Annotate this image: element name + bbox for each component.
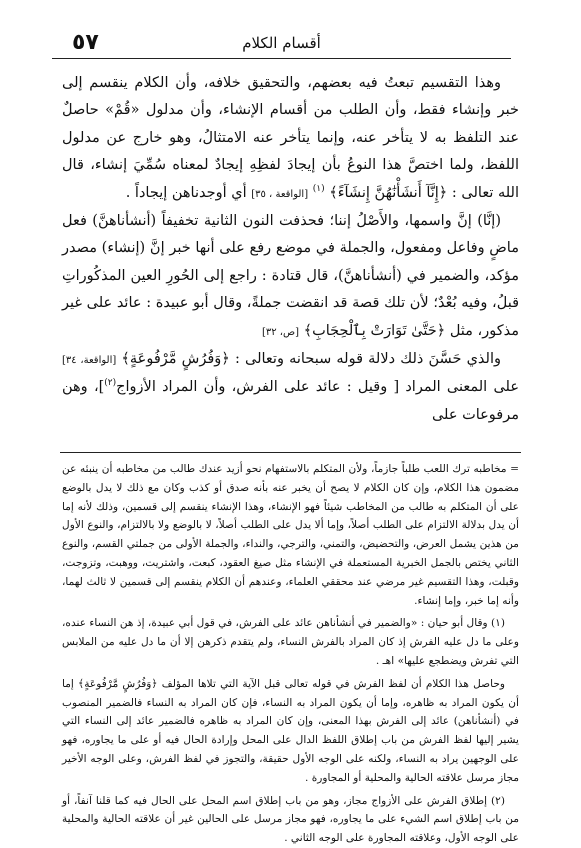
footnote-1-text-a: وحاصل هذا الكلام أن لفظ الفرش في قوله تعالى قبل الآية التي تلاها المؤلف bbox=[161, 677, 506, 690]
footnote-1-continued bbox=[62, 675, 519, 788]
quran-verse: ﴿وَفُرُشٍ مَّرْفُوعَةٍ﴾ bbox=[121, 351, 230, 368]
footnote-marker-2[interactable]: (٢) bbox=[104, 378, 117, 389]
footnote-1: (١) وقال أبو حيان : «والضمير في أنشأناهن عائد على الفرش، في قول أبي عبيدة، إذ هن النساء عنده، وعلى ما دل عليه الفرش إذ كان المراد بالفرش النساء، ولم يتقدم ذكرهن إلا أن ما دل عليه من الملابس التي تفرش ويضطجع عليها» اهـ . bbox=[62, 617, 519, 667]
quran-verse: ﴿حَتَّىٰ تَوَارَتْ بِٱلْحِجَابِ﴾ bbox=[303, 322, 446, 339]
paragraph-3-tail: ]، وهن مرفوعات على bbox=[62, 379, 519, 423]
paragraph-3-mid: على المعنى المراد [ وقيل : عائد على الفرش، وأن المراد الأزواج bbox=[116, 379, 519, 396]
paragraph-2 bbox=[62, 208, 519, 346]
paragraph-3 bbox=[62, 346, 519, 429]
footnote-continued: = مخاطبه ترك اللعب طلباً جازماً، ولأن المتكلم بالاستفهام نحو أزيد عندك طالب من مخاطبه أن ينبئه عن مضمون هذا الكلام، وإن كان الكلام لا يصح أن يخبر عنه بأنه صدق أو كذب وكان مع ذلك لا يدل بالوضع على أن المتكلم به طالب من المخاطب شيئاً فهو الإنشاء، وهذا الإنشاء ينقسم إلى قسمين، وذلك لأنه إما أن يدل بدلالة الالتزام على الطلب أصلاً، وإما ألا يدل على الطلب أصلاً، لا بالوضع ولا بالالتزام، والنوع الأول من هذين يشمل العرض، والتحضيض، والتمني، والترجي، والنداء، والجملة الأولى من جملتي القسم، والنوع الثاني يختص بالجمل الخبرية المستعملة في الإنشاء مثل صيغ العقود، كبعت، واشتريت، ووهبت، وتزوجت، وقبلت، وهذا التقسيم غير مرضي عند محققي العلماء، وعندهم أن الكلام ينقسم إلى قسمين لا ثالث لهما، وأنه إما خبر، وإما إنشاء. bbox=[62, 463, 519, 607]
paragraph-2-text: (إنَّا) إنَّ واسمها، والأَصْلُ إننا؛ فحذفت النون الثانية تخفيفاً (أنشأناهنَّ) فعل ماضٍ وفاعل ومفعول، والجملة في موضع رفع على أنها خبر إنَّ (إنشاء) مصدر مؤكد، والضمير في (أنشأناهنَّ)، قال قتادة : راجع إلى الحُورِ العين المذكُوراتِ قبلُ، وفيه بُعْدٌ؛ لأن تلك قصة قد انقضت جملةً، وقال أبو عبيدة : عائد على غير مذكور، مثل bbox=[62, 213, 519, 339]
paragraph-1-tail: أي أوجدناهن إيجاداً . bbox=[125, 184, 247, 201]
paragraph-1-text: وهذا التقسيم تبعتُ فيه بعضهم، والتحقيق خلافه، وأن الكلام ينقسم إلى خبر وإنشاء فقط، وأن الطلب من أقسام الإنشاء، وأن مدلول «قُمْ» حاصلٌ عند التلفظ به لا يتأخر عنه، وإنما يتأخر عنه الامتثالُ، وهو خارج عن مدلول اللفظ، ولما اختصَّ هذا النوعُ بأن إيجادَ لفظِهِ إيجادٌ لمعناه سُمِّيَ إنشاء، قال الله تعالى : bbox=[62, 75, 519, 201]
verse-reference: [الواقعة ، ٣٥] bbox=[251, 188, 309, 200]
page-header bbox=[52, 28, 511, 59]
verse-reference: [الواقعة، ٣٤] bbox=[62, 355, 117, 367]
footnote-marker-1[interactable]: (١) bbox=[312, 183, 325, 194]
footnote-2: (٢) إطلاق الفرش على الأزواج مجاز، وهو من باب إطلاق اسم المحل على الحال فيه كما قلنا آنفاً، أو من باب إطلاق اسم الشيء على ما يجاوره، فهو مجاز مرسل على الحالين غير أن علاقته الحالية والمحلية على الوجه الأول، وعلاقته المجاورة على الوجه الثاني . bbox=[62, 794, 519, 845]
verse-reference: [ص، ٣٢] bbox=[261, 326, 299, 338]
footnote-1-text-b: إما أن يكون المراد به ظاهره، وإما أن يكون المراد به النساء، فإن كان المراد به النساء فالضمير المنصوب في (أنشأناهن) عائد إلى الفرش بهذا المعنى، وإن كان المراد به ظاهره فالضمير عائد إلى النساء التي يشير إليها لفظ الفرش من باب إطلاق اللفظ الدال على المحل وإرادة الحال فيه أو على ما يجاوره، فهو على الوجهين يراد به النساء، ولكنه على الوجه الأول حقيقة، والتجوز في لفظ الفرش، وعلى الوجه الأخير مجاز مرسل علاقته الحالية والمحلية أو المجاورة . bbox=[62, 677, 519, 784]
paragraph-3-text: والذي حَسَّنَ ذلك دلالة قوله سبحانه وتعالى : bbox=[234, 351, 501, 368]
page-number: ٥٧ bbox=[72, 30, 99, 55]
paragraph-1 bbox=[62, 70, 519, 208]
main-text bbox=[62, 70, 519, 429]
quran-verse: ﴿وَفُرُشٍ مَّرْفُوعَةٍ﴾ bbox=[78, 677, 158, 690]
running-title: أقسام الكلام bbox=[242, 34, 321, 52]
quran-verse: ﴿إِنَّآ أَنشَأْنَٰهُنَّ إِنشَآءً﴾ bbox=[329, 184, 448, 201]
footnotes bbox=[62, 460, 519, 848]
footnote-separator bbox=[60, 452, 521, 453]
